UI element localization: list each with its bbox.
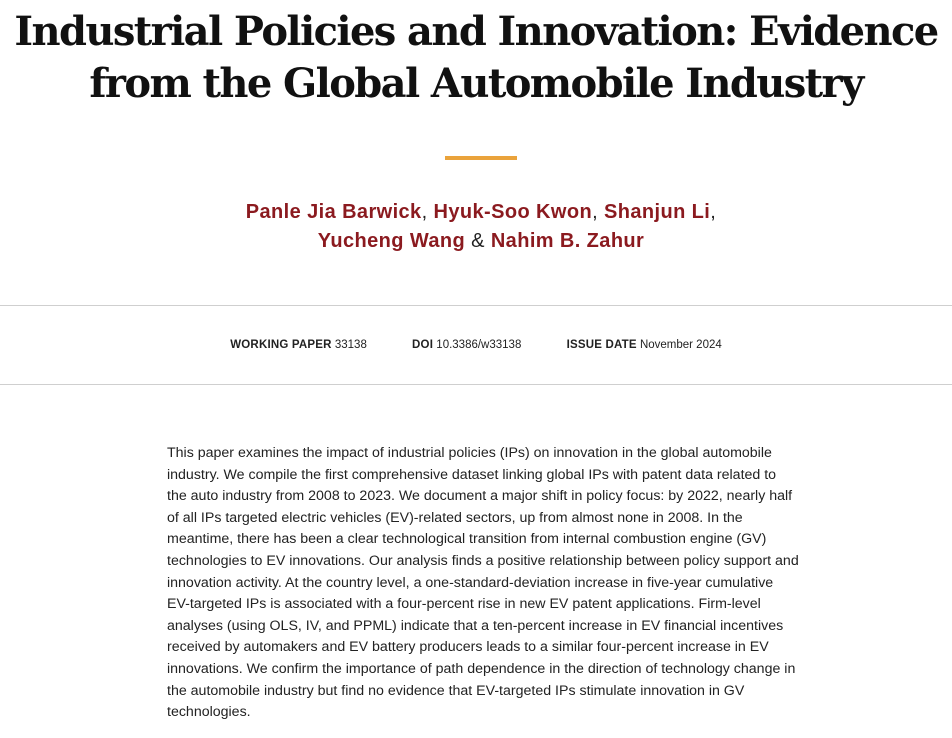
abstract-text: This paper examines the impact of industrial policies (IPs) on innovation in the global automobile industry. We compile the first comprehensive dataset linking global IPs with patent data related to the auto industry from 2008 to 2023. We document a major shift in policy focus: by 2022, nearly half of all IPs targeted electric vehicles (EV)-related sectors, up from almost none in 2008. In the meantime, there has been a clear technological transition from internal combustion engine (GV) technologies to EV innovations. Our analysis finds a positive relationship between policy support and innovation activity. At the country level, a one-standard-deviation increase in five-year cumulative EV-targeted IPs is associated with a four-percent rise in new EV patent applications. Firm-level analyses (using OLS, IV, and PPML) indicate that a ten-percent increase in EV financial incentives received by automakers and EV battery producers leads to a similar four-percent increase in EV innovations. We confirm the importance of path dependence in the direction of technology change in the automobile industry but find no evidence that EV-targeted IPs stimulate innovation in GV technologies. xyxy=(167,445,799,721)
author-link-kwon[interactable]: Hyuk-Soo Kwon xyxy=(433,201,593,223)
issue-date-value: November 2024 xyxy=(639,339,722,351)
author-link-li[interactable]: Shanjun Li xyxy=(604,201,711,223)
author-list xyxy=(100,198,862,256)
author-link-zahur[interactable]: Nahim B. Zahur xyxy=(490,230,645,252)
author-link-barwick[interactable]: Panle Jia Barwick xyxy=(245,201,422,223)
doi-value: 10.3386/w33138 xyxy=(436,339,522,351)
paper-title xyxy=(0,6,952,110)
meta-divider-top xyxy=(0,305,952,306)
author-link-wang[interactable]: Yucheng Wang xyxy=(317,230,466,252)
doi xyxy=(412,337,521,353)
paper-title-line-2: from the Global Automobile Industry xyxy=(89,60,863,107)
working-paper-number xyxy=(230,337,367,353)
author-separator: , xyxy=(592,201,599,223)
paper-title-line-1: Industrial Policies and Innovation: Evidence xyxy=(14,8,938,55)
title-accent-rule xyxy=(445,156,517,160)
doi-label: DOI xyxy=(412,339,434,351)
issue-date-label: ISSUE DATE xyxy=(566,339,637,351)
issue-date xyxy=(567,337,722,353)
working-paper-value: 33138 xyxy=(334,339,367,351)
meta-divider-bottom xyxy=(0,384,952,385)
paper-metadata xyxy=(0,337,952,353)
author-separator-and: & xyxy=(471,230,485,252)
author-line-1 xyxy=(100,198,862,227)
author-separator: , xyxy=(710,201,717,223)
author-separator: , xyxy=(421,201,428,223)
author-line-2 xyxy=(100,227,862,256)
working-paper-label: WORKING PAPER xyxy=(230,339,332,351)
